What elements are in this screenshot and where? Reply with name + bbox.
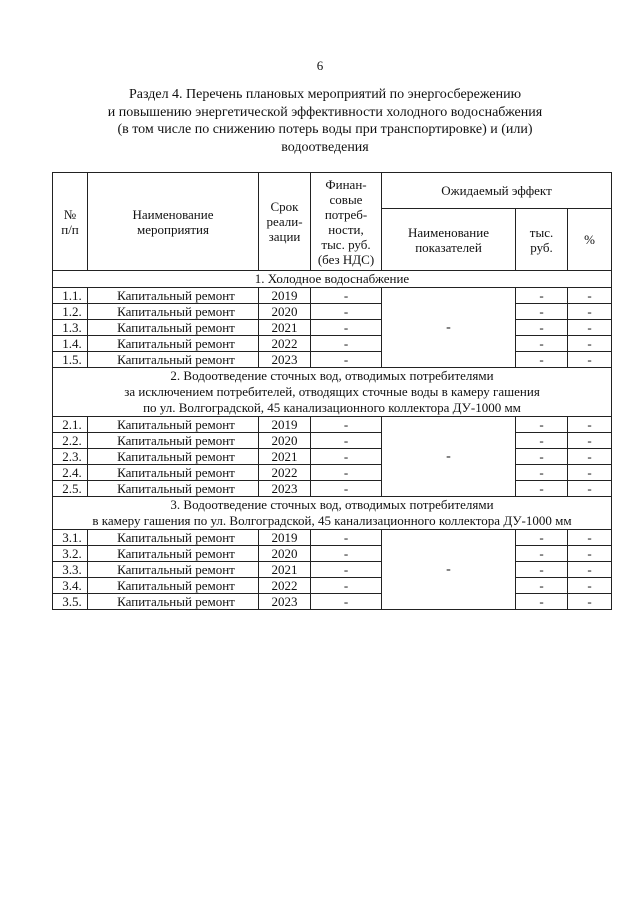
section-heading-line: за исключением потребителей, отводящих сточные воды в камеру гашения: [124, 384, 540, 399]
row-number: 1.1.: [53, 288, 88, 304]
section-heading: [53, 368, 612, 417]
measure-name: Капитальный ремонт: [88, 304, 259, 320]
row-number: 1.4.: [53, 336, 88, 352]
effect-thousand-rub: -: [516, 481, 568, 497]
measure-name: Капитальный ремонт: [88, 578, 259, 594]
effect-percent: -: [568, 417, 612, 433]
row-number: 2.5.: [53, 481, 88, 497]
effect-thousand-rub: -: [516, 578, 568, 594]
implementation-year: 2022: [259, 336, 311, 352]
table-row: [53, 562, 612, 578]
row-number: 3.5.: [53, 594, 88, 610]
table-row: [53, 433, 612, 449]
measure-name: Капитальный ремонт: [88, 481, 259, 497]
section-heading-line: в камеру гашения по ул. Волгоградской, 45 канализационного коллектора ДУ-1000 мм: [92, 513, 572, 528]
finance-value: -: [311, 578, 382, 594]
table-row: [53, 417, 612, 433]
indicator-value: -: [382, 530, 516, 610]
row-number: 3.4.: [53, 578, 88, 594]
header-percent: %: [568, 209, 612, 271]
finance-value: -: [311, 562, 382, 578]
implementation-year: 2019: [259, 288, 311, 304]
measure-name: Капитальный ремонт: [88, 417, 259, 433]
table-row: [53, 530, 612, 546]
section-row: [53, 497, 612, 530]
effect-percent: -: [568, 288, 612, 304]
effect-thousand-rub: -: [516, 465, 568, 481]
effect-percent: -: [568, 320, 612, 336]
header-indicator: Наименование показателей: [382, 209, 516, 271]
implementation-year: 2023: [259, 594, 311, 610]
table-row: [53, 546, 612, 562]
finance-value: -: [311, 594, 382, 610]
row-number: 3.1.: [53, 530, 88, 546]
table-row: [53, 594, 612, 610]
row-number: 1.2.: [53, 304, 88, 320]
measure-name: Капитальный ремонт: [88, 433, 259, 449]
implementation-year: 2021: [259, 562, 311, 578]
finance-value: -: [311, 352, 382, 368]
measures-table: [52, 172, 612, 610]
section-heading-line: по ул. Волгоградской, 45 канализационного коллектора ДУ-1000 мм: [143, 400, 521, 415]
section-heading: [53, 497, 612, 530]
header-effect: Ожидаемый эффект: [382, 173, 612, 209]
section-title-line: Раздел 4. Перечень плановых мероприятий по энергосбережению: [128, 87, 522, 102]
effect-thousand-rub: -: [516, 562, 568, 578]
finance-value: -: [311, 481, 382, 497]
measure-name: Капитальный ремонт: [88, 336, 259, 352]
section-title-line: (в том числе по снижению потерь воды при транспортировке) и (или): [117, 122, 533, 137]
implementation-year: 2021: [259, 320, 311, 336]
effect-percent: -: [568, 578, 612, 594]
table-row: [53, 320, 612, 336]
indicator-value: -: [382, 417, 516, 497]
effect-thousand-rub: -: [516, 352, 568, 368]
section-heading-line: 1. Холодное водоснабжение: [254, 271, 410, 286]
finance-value: -: [311, 304, 382, 320]
row-number: 1.5.: [53, 352, 88, 368]
effect-percent: -: [568, 449, 612, 465]
finance-value: -: [311, 336, 382, 352]
table-row: [53, 578, 612, 594]
header-num: № п/п: [53, 173, 88, 271]
finance-value: -: [311, 546, 382, 562]
row-number: 3.3.: [53, 562, 88, 578]
finance-value: -: [311, 465, 382, 481]
effect-percent: -: [568, 546, 612, 562]
effect-percent: -: [568, 304, 612, 320]
finance-value: -: [311, 433, 382, 449]
header-finance: Финан- совые потреб- ности, тыс. руб. (без НДС): [311, 173, 382, 271]
finance-value: -: [311, 320, 382, 336]
row-number: 2.1.: [53, 417, 88, 433]
effect-thousand-rub: -: [516, 530, 568, 546]
table-row: [53, 465, 612, 481]
implementation-year: 2022: [259, 465, 311, 481]
effect-thousand-rub: -: [516, 336, 568, 352]
finance-value: -: [311, 530, 382, 546]
implementation-year: 2019: [259, 530, 311, 546]
row-number: 2.3.: [53, 449, 88, 465]
implementation-year: 2021: [259, 449, 311, 465]
measure-name: Капитальный ремонт: [88, 546, 259, 562]
measure-name: Капитальный ремонт: [88, 320, 259, 336]
header-name: Наименование мероприятия: [88, 173, 259, 271]
table-row: [53, 304, 612, 320]
row-number: 3.2.: [53, 546, 88, 562]
measure-name: Капитальный ремонт: [88, 288, 259, 304]
implementation-year: 2022: [259, 578, 311, 594]
effect-percent: -: [568, 433, 612, 449]
effect-percent: -: [568, 530, 612, 546]
effect-percent: -: [568, 562, 612, 578]
effect-thousand-rub: -: [516, 320, 568, 336]
section-title: [90, 86, 560, 156]
row-number: 2.2.: [53, 433, 88, 449]
implementation-year: 2023: [259, 481, 311, 497]
effect-thousand-rub: -: [516, 304, 568, 320]
effect-thousand-rub: -: [516, 594, 568, 610]
row-number: 1.3.: [53, 320, 88, 336]
section-heading-line: 3. Водоотведение сточных вод, отводимых потребителями: [170, 497, 494, 512]
effect-thousand-rub: -: [516, 433, 568, 449]
effect-percent: -: [568, 481, 612, 497]
indicator-value: -: [382, 288, 516, 368]
finance-value: -: [311, 449, 382, 465]
section-row: [53, 271, 612, 288]
page-number: 6: [316, 58, 324, 73]
table-row: [53, 481, 612, 497]
measure-name: Капитальный ремонт: [88, 465, 259, 481]
table-row: [53, 449, 612, 465]
finance-value: -: [311, 417, 382, 433]
section-heading: [53, 271, 612, 288]
header-term: Срок реали- зации: [259, 173, 311, 271]
header-thousand: тыс. руб.: [516, 209, 568, 271]
finance-value: -: [311, 288, 382, 304]
effect-percent: -: [568, 336, 612, 352]
measure-name: Капитальный ремонт: [88, 449, 259, 465]
effect-percent: -: [568, 352, 612, 368]
implementation-year: 2023: [259, 352, 311, 368]
measure-name: Капитальный ремонт: [88, 594, 259, 610]
measure-name: Капитальный ремонт: [88, 530, 259, 546]
implementation-year: 2020: [259, 546, 311, 562]
effect-thousand-rub: -: [516, 417, 568, 433]
effect-thousand-rub: -: [516, 288, 568, 304]
section-title-line: и повышению энергетической эффективности холодного водоснабжения: [107, 104, 543, 120]
measure-name: Капитальный ремонт: [88, 352, 259, 368]
effect-thousand-rub: -: [516, 546, 568, 562]
section-title-line: водоотведения: [281, 139, 369, 155]
effect-percent: -: [568, 465, 612, 481]
measure-name: Капитальный ремонт: [88, 562, 259, 578]
implementation-year: 2019: [259, 417, 311, 433]
effect-thousand-rub: -: [516, 449, 568, 465]
implementation-year: 2020: [259, 433, 311, 449]
row-number: 2.4.: [53, 465, 88, 481]
section-row: [53, 368, 612, 417]
section-heading-line: 2. Водоотведение сточных вод, отводимых потребителями: [170, 368, 494, 383]
effect-percent: -: [568, 594, 612, 610]
table-row: [53, 352, 612, 368]
table-row: [53, 288, 612, 304]
table-row: [53, 336, 612, 352]
implementation-year: 2020: [259, 304, 311, 320]
